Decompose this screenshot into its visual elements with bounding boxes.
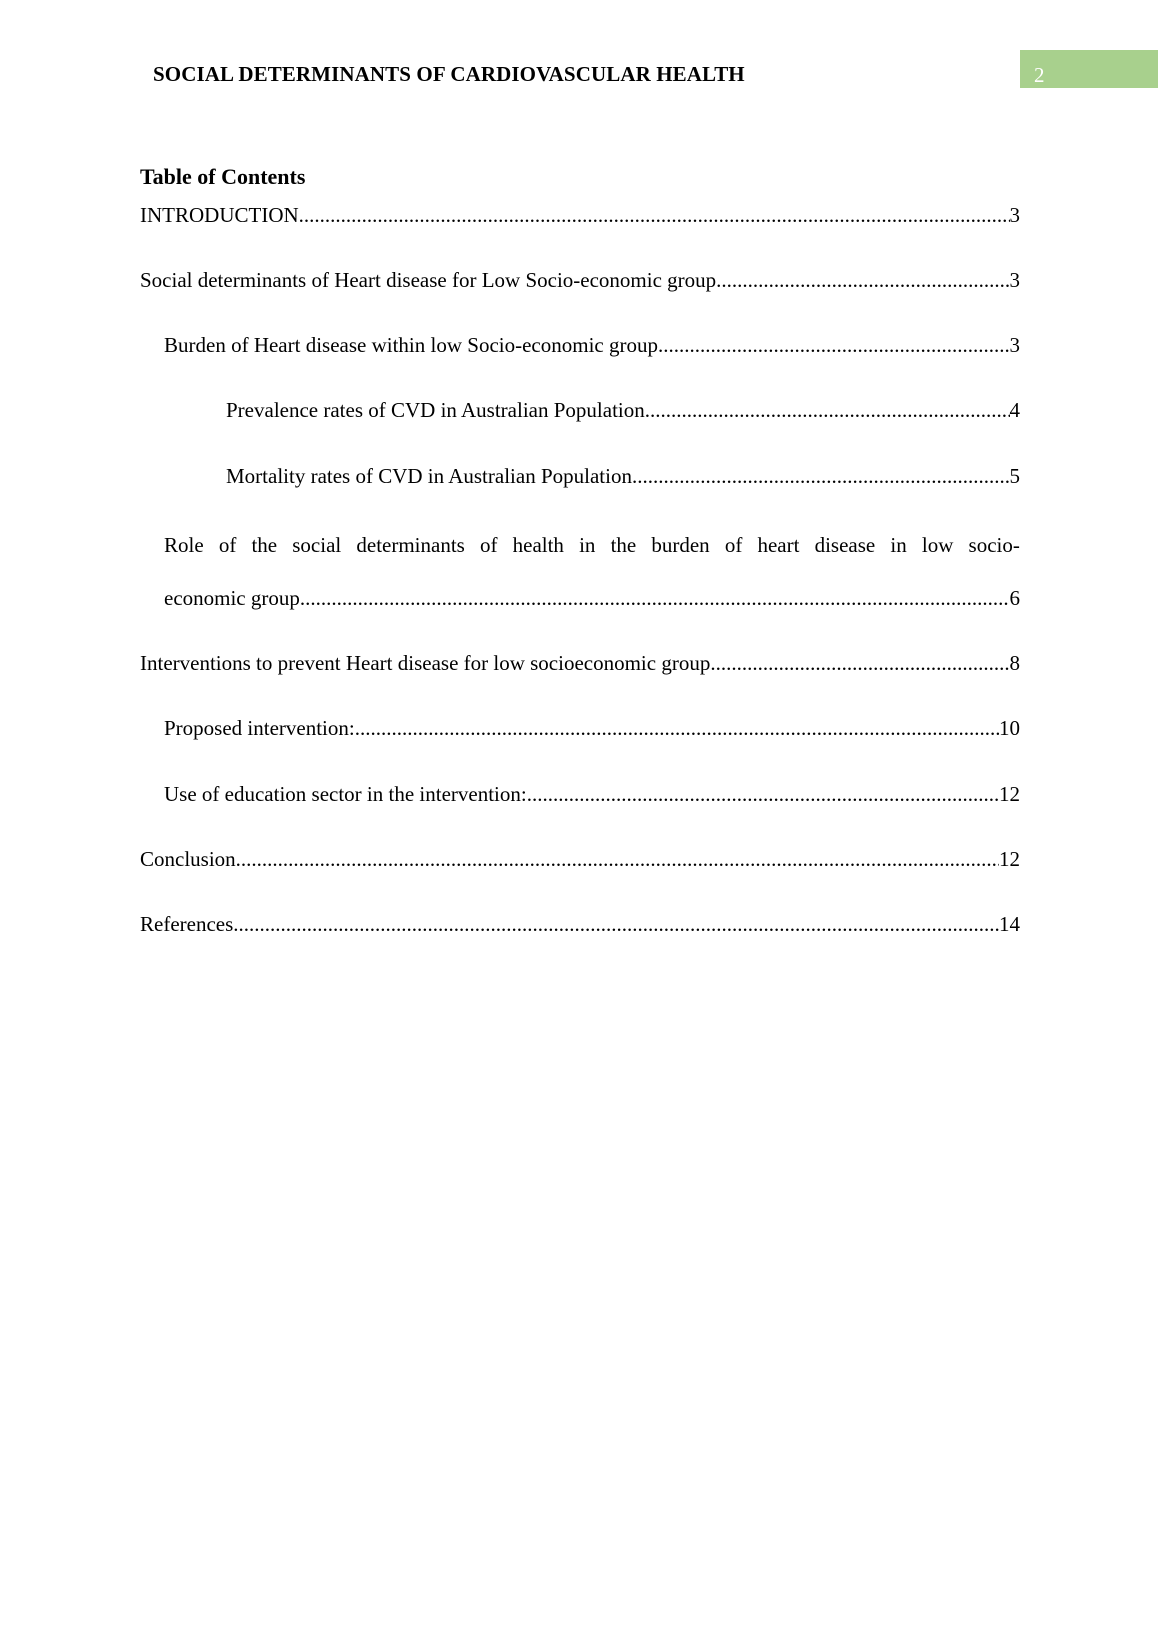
toc-entry-page: 4 bbox=[1009, 398, 1020, 422]
toc-entry-text: Conclusion bbox=[140, 847, 236, 871]
toc-entry-page: 3 bbox=[1009, 333, 1020, 357]
toc-word: in bbox=[890, 533, 907, 557]
page-number: 2 bbox=[1034, 63, 1045, 87]
toc-leader-dots bbox=[716, 267, 1009, 293]
toc-word: Role bbox=[164, 533, 204, 557]
toc-entry-text: INTRODUCTION bbox=[140, 203, 299, 227]
toc-entry-page: 3 bbox=[1009, 268, 1020, 292]
toc-leader-dots bbox=[236, 846, 999, 872]
toc-word: of bbox=[724, 533, 743, 557]
toc-entry-line2 bbox=[164, 585, 1020, 611]
toc-entry-page: 5 bbox=[1009, 464, 1020, 488]
toc-leader-dots bbox=[299, 202, 1010, 228]
toc-entry-page: 3 bbox=[1009, 203, 1020, 227]
header-title: SOCIAL DETERMINANTS OF CARDIOVASCULAR HEALTH bbox=[153, 62, 745, 86]
toc-word: low bbox=[921, 533, 954, 557]
toc-entry-conclusion[interactable] bbox=[140, 846, 1020, 872]
toc-entry-page: 10 bbox=[999, 716, 1020, 740]
toc-entry-page: 12 bbox=[999, 782, 1020, 806]
toc-entry-burden[interactable] bbox=[164, 332, 1020, 358]
toc-entry-text: Prevalence rates of CVD in Australian Population bbox=[226, 398, 645, 422]
toc-word: in bbox=[579, 533, 596, 557]
toc-entry-education-sector[interactable] bbox=[164, 781, 1020, 807]
toc-entry-text: Interventions to prevent Heart disease for low socioeconomic group bbox=[140, 651, 711, 675]
toc-leader-dots bbox=[632, 463, 1010, 489]
toc-entry-social-determinants[interactable] bbox=[140, 267, 1020, 293]
toc-entry-interventions[interactable] bbox=[140, 650, 1020, 676]
toc-word: the bbox=[251, 533, 278, 557]
toc-word: heart bbox=[757, 533, 800, 557]
toc-entry-text: Social determinants of Heart disease for Low Socio-economic group bbox=[140, 268, 717, 292]
toc-entry-page: 6 bbox=[1009, 586, 1020, 610]
toc-entry-text: Mortality rates of CVD in Australian Population bbox=[226, 464, 632, 488]
toc-entry-text: Burden of Heart disease within low Socio-economic group bbox=[164, 333, 658, 357]
toc-word: the bbox=[610, 533, 637, 557]
toc-entry-page: 8 bbox=[1009, 651, 1020, 675]
toc-word: health bbox=[512, 533, 564, 557]
toc-entry-text: Proposed intervention: bbox=[164, 716, 355, 740]
toc-word: social bbox=[292, 533, 342, 557]
toc-word: disease bbox=[814, 533, 876, 557]
toc-entry-page: 12 bbox=[999, 847, 1020, 871]
toc-entry-text: Use of education sector in the intervention: bbox=[164, 782, 527, 806]
toc-entry-introduction[interactable] bbox=[140, 202, 1020, 228]
toc-leader-dots bbox=[233, 911, 999, 937]
toc-leader-dots bbox=[645, 397, 1010, 423]
toc-word: of bbox=[479, 533, 498, 557]
toc-word: of bbox=[218, 533, 237, 557]
toc-word: determinants bbox=[356, 533, 465, 557]
toc-word: burden bbox=[651, 533, 710, 557]
toc-entry-text: References bbox=[140, 912, 234, 936]
toc-word: socio- bbox=[968, 533, 1020, 557]
toc-entry-text: economic group bbox=[164, 586, 300, 610]
toc-leader-dots bbox=[658, 332, 1010, 358]
toc-entry-prevalence[interactable] bbox=[226, 397, 1020, 423]
toc-heading: Table of Contents bbox=[140, 164, 306, 189]
page-number-box bbox=[1020, 50, 1158, 88]
toc-entry-mortality[interactable] bbox=[226, 463, 1020, 489]
toc-entry-page: 14 bbox=[999, 912, 1020, 936]
toc-leader-dots bbox=[527, 781, 999, 807]
toc-entry-text-line1 bbox=[164, 532, 1020, 558]
toc-entry-proposed-intervention[interactable] bbox=[164, 715, 1020, 741]
toc-leader-dots bbox=[300, 585, 1010, 611]
toc-leader-dots bbox=[710, 650, 1009, 676]
toc-leader-dots bbox=[355, 715, 999, 741]
toc-entry-references[interactable] bbox=[140, 911, 1020, 937]
